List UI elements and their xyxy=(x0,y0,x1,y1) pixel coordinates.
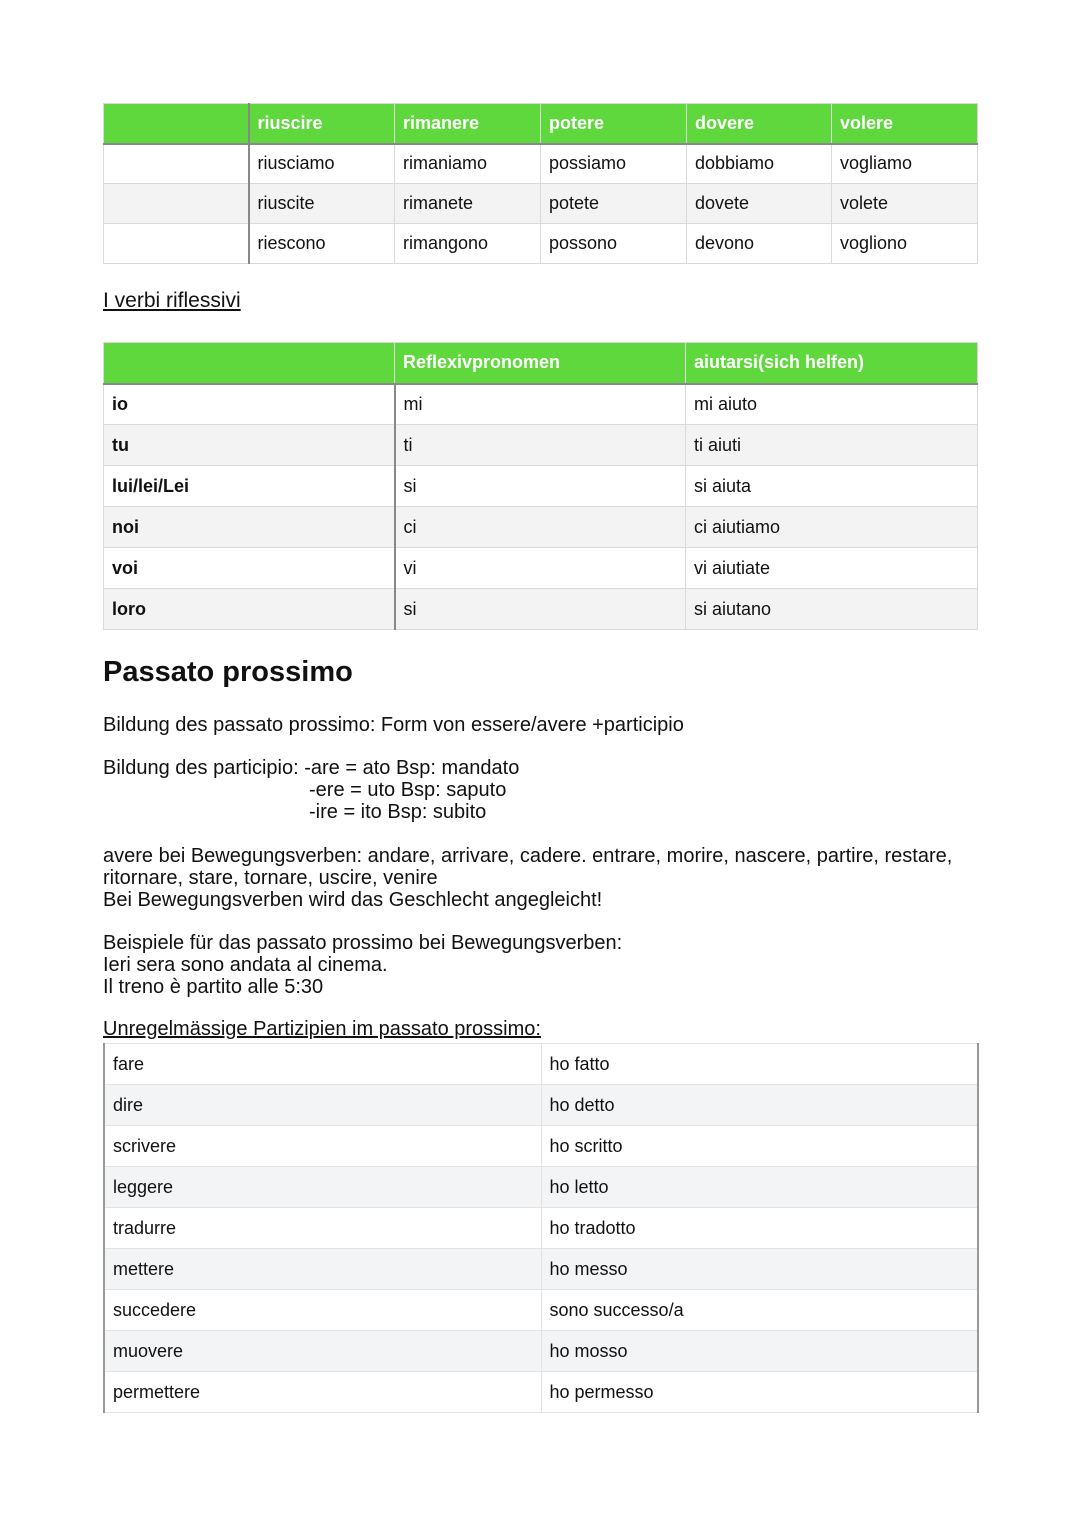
table-cell-infinitive: succedere xyxy=(104,1290,541,1331)
table-cell-participle: ho tradotto xyxy=(541,1208,978,1249)
table-cell-pronoun: lui/lei/Lei xyxy=(104,466,395,507)
header-reflexivpronomen: Reflexivpronomen xyxy=(395,343,686,384)
table-cell-infinitive: muovere xyxy=(104,1331,541,1372)
table-cell-infinitive: mettere xyxy=(104,1249,541,1290)
table-row xyxy=(104,1249,978,1290)
table-cell-pronoun: io xyxy=(104,384,395,425)
table-row xyxy=(104,184,978,224)
table-cell: ti aiuti xyxy=(686,425,978,466)
participio-line: -ere = uto Bsp: saputo xyxy=(309,779,507,801)
table-cell: volete xyxy=(832,184,978,224)
avere-line: avere bei Bewegungsverben: andare, arrivare, cadere. entrare, morire, nascere, partire, restare, xyxy=(103,845,953,867)
table-header-row xyxy=(104,104,978,144)
header-cell-empty xyxy=(104,104,249,144)
table-cell-infinitive: fare xyxy=(104,1044,541,1085)
table-cell-infinitive: dire xyxy=(104,1085,541,1126)
table-cell: vogliono xyxy=(832,224,978,264)
table-cell: mi xyxy=(395,384,686,425)
paragraph-avere xyxy=(103,845,983,911)
table-cell xyxy=(104,144,249,184)
table-cell-pronoun: voi xyxy=(104,548,395,589)
table-row xyxy=(104,1044,978,1085)
table-cell: si aiutano xyxy=(686,589,978,630)
avere-line: ritornare, stare, tornare, uscire, venire xyxy=(103,867,438,889)
table-row xyxy=(104,507,978,548)
table-row xyxy=(104,1290,978,1331)
table-cell: si aiuta xyxy=(686,466,978,507)
beispiele-line: Beispiele für das passato prossimo bei Bewegungsverben: xyxy=(103,932,623,954)
table-cell: si xyxy=(395,589,686,630)
table-cell: dovete xyxy=(687,184,832,224)
table-cell: vi aiutiate xyxy=(686,548,978,589)
table-row xyxy=(104,1126,978,1167)
table-cell: rimanete xyxy=(395,184,541,224)
table-cell-participle: ho permesso xyxy=(541,1372,978,1413)
table-cell: ti xyxy=(395,425,686,466)
table-row xyxy=(104,1085,978,1126)
table-cell: si xyxy=(395,466,686,507)
header-volere: volere xyxy=(832,104,978,144)
header-potere: potere xyxy=(541,104,687,144)
section-title-reflexive-verbs: I verbi riflessivi xyxy=(103,289,241,312)
table-row xyxy=(104,1331,978,1372)
section-title-irregular-participles: Unregelmässige Partizipien im passato prossimo: xyxy=(103,1018,541,1040)
table-cell: dobbiamo xyxy=(687,144,832,184)
paragraph-participio xyxy=(103,757,519,823)
table-row xyxy=(104,548,978,589)
header-riuscire: riuscire xyxy=(249,104,395,144)
table-row xyxy=(104,425,978,466)
table-cell: ci xyxy=(395,507,686,548)
table-row xyxy=(104,224,978,264)
beispiele-line: Il treno è partito alle 5:30 xyxy=(103,976,324,998)
table-cell: vi xyxy=(395,548,686,589)
table-row xyxy=(104,589,978,630)
table-cell-pronoun: loro xyxy=(104,589,395,630)
verbs-conjugation-table xyxy=(103,103,978,264)
table-cell: vogliamo xyxy=(832,144,978,184)
table-header-row xyxy=(104,343,978,384)
irregular-participles-table xyxy=(103,1043,979,1413)
table-cell-infinitive: permettere xyxy=(104,1372,541,1413)
table-cell-infinitive: leggere xyxy=(104,1167,541,1208)
avere-line: Bei Bewegungsverben wird das Geschlecht angegleicht! xyxy=(103,889,603,911)
table-cell-participle: ho mosso xyxy=(541,1331,978,1372)
table-cell: rimaniamo xyxy=(395,144,541,184)
table-cell: possiamo xyxy=(541,144,687,184)
table-cell: rimangono xyxy=(395,224,541,264)
table-row xyxy=(104,144,978,184)
table-cell-participle: sono successo/a xyxy=(541,1290,978,1331)
header-cell-empty xyxy=(104,343,395,384)
table-cell: possono xyxy=(541,224,687,264)
table-cell-pronoun: tu xyxy=(104,425,395,466)
header-rimanere: rimanere xyxy=(395,104,541,144)
table-cell: riusciamo xyxy=(249,144,395,184)
beispiele-line: Ieri sera sono andata al cinema. xyxy=(103,954,388,976)
table-cell xyxy=(104,224,249,264)
table-row xyxy=(104,1208,978,1249)
table-row xyxy=(104,1372,978,1413)
participio-line: Bildung des participio: -are = ato Bsp: mandato xyxy=(103,757,520,779)
participio-line: -ire = ito Bsp: subito xyxy=(309,801,487,823)
table-cell-participle: ho scritto xyxy=(541,1126,978,1167)
table-cell-participle: ho detto xyxy=(541,1085,978,1126)
table-cell-participle: ho fatto xyxy=(541,1044,978,1085)
table-cell: potete xyxy=(541,184,687,224)
table-cell: devono xyxy=(687,224,832,264)
table-row xyxy=(104,466,978,507)
paragraph-beispiele xyxy=(103,932,622,998)
table-cell xyxy=(104,184,249,224)
reflexive-verbs-table xyxy=(103,342,978,630)
section-heading-passato-prossimo: Passato prossimo xyxy=(103,656,353,688)
table-cell: ci aiutiamo xyxy=(686,507,978,548)
table-cell-participle: ho messo xyxy=(541,1249,978,1290)
table-row xyxy=(104,1167,978,1208)
table-cell: riuscite xyxy=(249,184,395,224)
table-cell-pronoun: noi xyxy=(104,507,395,548)
table-cell-infinitive: tradurre xyxy=(104,1208,541,1249)
table-row xyxy=(104,384,978,425)
paragraph-bildung: Bildung des passato prossimo: Form von essere/avere +participio xyxy=(103,714,684,736)
header-dovere: dovere xyxy=(687,104,832,144)
table-cell-participle: ho letto xyxy=(541,1167,978,1208)
table-cell-infinitive: scrivere xyxy=(104,1126,541,1167)
header-aiutarsi: aiutarsi(sich helfen) xyxy=(686,343,978,384)
table-cell: mi aiuto xyxy=(686,384,978,425)
table-cell: riescono xyxy=(249,224,395,264)
